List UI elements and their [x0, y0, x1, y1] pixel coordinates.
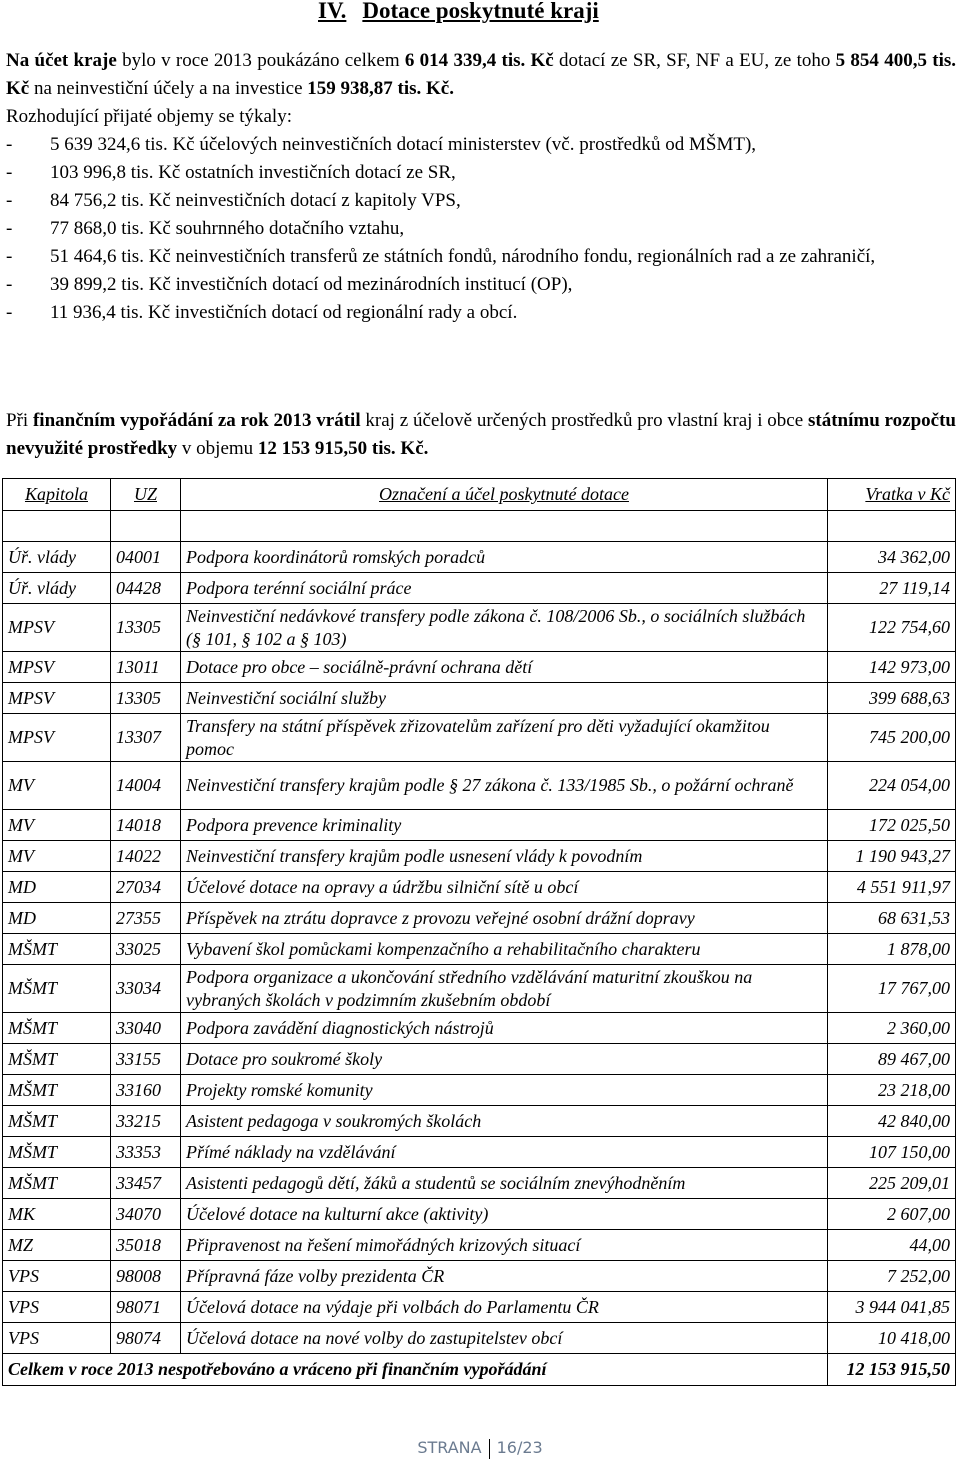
cell-uz: 98071	[111, 1292, 181, 1323]
cell-uz: 33215	[111, 1106, 181, 1137]
cell-purpose: Neinvestiční nedávkové transfery podle zákona č. 108/2006 Sb., o sociálních službách (§ 101, § 102 a § 103)	[181, 604, 828, 652]
footer-page-total: 23	[522, 1438, 543, 1457]
intro-section	[6, 47, 956, 327]
cell-purpose: Podpora zavádění diagnostických nástrojů	[181, 1013, 828, 1044]
cell-amount: 4 551 911,97	[828, 872, 956, 903]
cell-purpose: Účelová dotace na výdaje při volbách do Parlamentu ČR	[181, 1292, 828, 1323]
table-row	[3, 841, 956, 872]
header-kapitola: Kapitola	[3, 479, 111, 511]
grants-table	[2, 478, 956, 1386]
cell-uz: 14022	[111, 841, 181, 872]
table-row	[3, 714, 956, 762]
cell-kapitola: Úř. vlády	[3, 542, 111, 573]
cell-uz: 14004	[111, 762, 181, 810]
cell-uz: 13305	[111, 683, 181, 714]
total-label: Celkem v roce 2013 nespotřebováno a vráceno při finančním vypořádání	[3, 1354, 828, 1386]
text-run: v objemu	[177, 438, 258, 459]
cell-amount: 172 025,50	[828, 810, 956, 841]
text-run: 159 938,87 tis. Kč.	[307, 78, 454, 99]
text-run: kraj z účelově určených prostředků pro vlastní kraj i obce	[360, 410, 808, 431]
cell-uz: 33025	[111, 934, 181, 965]
cell-purpose: Účelové dotace na kulturní akce (aktivity)	[181, 1199, 828, 1230]
table-row	[3, 652, 956, 683]
footer-separator	[489, 1439, 490, 1459]
table-row	[3, 604, 956, 652]
cell-kapitola: VPS	[3, 1292, 111, 1323]
cell-kapitola: MZ	[3, 1230, 111, 1261]
cell-purpose: Podpora terénní sociální práce	[181, 573, 828, 604]
cell-purpose: Podpora koordinátorů romských poradců	[181, 542, 828, 573]
cell-kapitola: VPS	[3, 1261, 111, 1292]
cell-kapitola: MŠMT	[3, 1137, 111, 1168]
table-row	[3, 1199, 956, 1230]
list-item	[6, 159, 956, 187]
cell-purpose: Účelová dotace na nové volby do zastupitelstev obcí	[181, 1323, 828, 1354]
cell-amount: 224 054,00	[828, 762, 956, 810]
cell-purpose: Účelové dotace na opravy a údržbu silniční sítě u obcí	[181, 872, 828, 903]
section-number: IV.	[318, 0, 347, 23]
cell-uz: 13307	[111, 714, 181, 762]
cell-uz: 98074	[111, 1323, 181, 1354]
cell-kapitola: MV	[3, 810, 111, 841]
cell-amount: 107 150,00	[828, 1137, 956, 1168]
list-item-text: - 39 899,2 tis. Kč investičních dotací od mezinárodních institucí (OP),	[50, 274, 573, 295]
header-refund: Vratka v Kč	[828, 479, 956, 511]
total-amount: 12 153 915,50	[828, 1354, 956, 1386]
list-item-text: - 84 756,2 tis. Kč neinvestičních dotací z kapitoly VPS,	[50, 190, 461, 211]
header-purpose: Označení a účel poskytnuté dotace	[181, 479, 828, 511]
table-spacer-row	[3, 511, 956, 542]
refund-paragraph	[6, 407, 956, 463]
cell-kapitola: MPSV	[3, 652, 111, 683]
cell-amount: 42 840,00	[828, 1106, 956, 1137]
cell-amount: 89 467,00	[828, 1044, 956, 1075]
cell-amount: 1 878,00	[828, 934, 956, 965]
cell-amount: 399 688,63	[828, 683, 956, 714]
cell-purpose: Neinvestiční sociální služby	[181, 683, 828, 714]
list-item-text: - 5 639 324,6 tis. Kč účelových neinvestičních dotací ministerstev (vč. prostředků od MŠMT),	[50, 134, 757, 155]
table-row	[3, 762, 956, 810]
cell-purpose: Připravenost na řešení mimořádných krizových situací	[181, 1230, 828, 1261]
table-total-row	[3, 1354, 956, 1386]
table-row	[3, 810, 956, 841]
table-row	[3, 1044, 956, 1075]
table-row	[3, 872, 956, 903]
list-item	[6, 131, 956, 159]
cell-kapitola: MŠMT	[3, 1106, 111, 1137]
table-row	[3, 1261, 956, 1292]
section-title: Dotace poskytnuté kraji	[362, 0, 599, 23]
cell-uz: 33457	[111, 1168, 181, 1199]
cell-purpose: Vybavení škol pomůckami kompenzačního a rehabilitačního charakteru	[181, 934, 828, 965]
list-item	[6, 215, 956, 243]
table-row	[3, 903, 956, 934]
spacer-cell	[3, 511, 111, 542]
table-row	[3, 1013, 956, 1044]
cell-amount: 745 200,00	[828, 714, 956, 762]
table-row	[3, 1137, 956, 1168]
cell-purpose: Asistent pedagoga v soukromých školách	[181, 1106, 828, 1137]
cell-amount: 3 944 041,85	[828, 1292, 956, 1323]
list-item	[6, 299, 956, 327]
cell-uz: 04001	[111, 542, 181, 573]
cell-kapitola: MŠMT	[3, 934, 111, 965]
cell-uz: 33155	[111, 1044, 181, 1075]
cell-kapitola: MV	[3, 762, 111, 810]
cell-kapitola: MŠMT	[3, 1044, 111, 1075]
table-row	[3, 1323, 956, 1354]
table-row	[3, 573, 956, 604]
table-row	[3, 1075, 956, 1106]
table-row	[3, 542, 956, 573]
text-run: dotací ze SR, SF, NF a EU, ze toho	[553, 50, 836, 71]
cell-purpose: Dotace pro soukromé školy	[181, 1044, 828, 1075]
footer-label: STRANA	[417, 1438, 482, 1457]
cell-uz: 98008	[111, 1261, 181, 1292]
cell-uz: 33160	[111, 1075, 181, 1106]
cell-purpose: Podpora prevence kriminality	[181, 810, 828, 841]
cell-purpose: Asistenti pedagogů dětí, žáků a studentů se sociálním znevýhodněním	[181, 1168, 828, 1199]
text-run: bylo v roce 2013 poukázáno celkem	[116, 50, 405, 71]
cell-amount: 10 418,00	[828, 1323, 956, 1354]
text-run: finančním vypořádání za rok 2013 vrátil	[32, 410, 361, 431]
cell-purpose: Projekty romské komunity	[181, 1075, 828, 1106]
page-footer: STRANA 16/23	[417, 1438, 543, 1457]
cell-amount: 225 209,01	[828, 1168, 956, 1199]
cell-amount: 2 607,00	[828, 1199, 956, 1230]
cell-uz: 33040	[111, 1013, 181, 1044]
list-item-text: - 11 936,4 tis. Kč investičních dotací od regionální rady a obcí.	[50, 302, 518, 323]
table-row	[3, 1168, 956, 1199]
list-item-text: - 77 868,0 tis. Kč souhrnného dotačního vztahu,	[50, 218, 405, 239]
cell-uz: 27034	[111, 872, 181, 903]
list-item	[6, 243, 956, 271]
cell-amount: 7 252,00	[828, 1261, 956, 1292]
cell-purpose: Neinvestiční transfery krajům podle usnesení vlády k povodním	[181, 841, 828, 872]
text-run: Při	[6, 410, 33, 431]
cell-purpose: Přípravná fáze volby prezidenta ČR	[181, 1261, 828, 1292]
cell-kapitola: MD	[3, 903, 111, 934]
text-run: státnímu rozpočtu nevyužité prostředky	[6, 410, 956, 459]
spacer-cell	[111, 511, 181, 542]
cell-amount: 34 362,00	[828, 542, 956, 573]
cell-uz: 35018	[111, 1230, 181, 1261]
section-heading	[318, 0, 599, 24]
cell-uz: 27355	[111, 903, 181, 934]
cell-kapitola: Úř. vlády	[3, 573, 111, 604]
cell-uz: 04428	[111, 573, 181, 604]
table-row	[3, 1106, 956, 1137]
cell-amount: 68 631,53	[828, 903, 956, 934]
intro-paragraph	[6, 47, 956, 103]
cell-kapitola: MŠMT	[3, 1075, 111, 1106]
list-item	[6, 271, 956, 299]
cell-amount: 27 119,14	[828, 573, 956, 604]
cell-kapitola: MK	[3, 1199, 111, 1230]
cell-uz: 14018	[111, 810, 181, 841]
cell-kapitola: MPSV	[3, 604, 111, 652]
cell-amount: 122 754,60	[828, 604, 956, 652]
footer-page-number: 16	[496, 1438, 517, 1457]
cell-amount: 1 190 943,27	[828, 841, 956, 872]
intro-lead: Rozhodující přijaté objemy se týkaly:	[6, 106, 292, 127]
cell-amount: 2 360,00	[828, 1013, 956, 1044]
cell-kapitola: MD	[3, 872, 111, 903]
cell-amount: 17 767,00	[828, 965, 956, 1013]
cell-kapitola: MŠMT	[3, 1013, 111, 1044]
cell-kapitola: MŠMT	[3, 1168, 111, 1199]
cell-uz: 33034	[111, 965, 181, 1013]
header-uz: UZ	[111, 479, 181, 511]
spacer-cell	[828, 511, 956, 542]
cell-purpose: Přímé náklady na vzdělávání	[181, 1137, 828, 1168]
cell-amount: 142 973,00	[828, 652, 956, 683]
cell-uz: 13305	[111, 604, 181, 652]
cell-purpose: Dotace pro obce – sociálně-právní ochrana dětí	[181, 652, 828, 683]
table-body	[3, 511, 956, 1354]
text-run: na neinvestiční účely a na investice	[29, 78, 308, 99]
cell-amount: 23 218,00	[828, 1075, 956, 1106]
table-header-row	[3, 479, 956, 511]
table-row	[3, 965, 956, 1013]
table-row	[3, 1292, 956, 1323]
cell-kapitola: MŠMT	[3, 965, 111, 1013]
cell-purpose: Podpora organizace a ukončování středního vzdělávání maturitní zkouškou na vybraných školách v podzimním zkušebním období	[181, 965, 828, 1013]
text-run: Na účet kraje	[6, 50, 117, 71]
cell-kapitola: MPSV	[3, 714, 111, 762]
cell-uz: 13011	[111, 652, 181, 683]
list-item-text: - 103 996,8 tis. Kč ostatních investičních dotací ze SR,	[50, 162, 456, 183]
cell-kapitola: MPSV	[3, 683, 111, 714]
text-run: 6 014 339,4 tis. Kč	[404, 50, 554, 71]
cell-uz: 34070	[111, 1199, 181, 1230]
text-run: 12 153 915,50 tis. Kč.	[257, 438, 429, 459]
cell-kapitola: MV	[3, 841, 111, 872]
cell-uz: 33353	[111, 1137, 181, 1168]
list-item-text: - 51 464,6 tis. Kč neinvestičních transferů ze státních fondů, národního fondu, regionálních rad a ze zahraničí,	[50, 246, 876, 267]
table-row	[3, 1230, 956, 1261]
cell-purpose: Transfery na státní příspěvek zřizovatelům zařízení pro děti vyžadující okamžitou pomoc	[181, 714, 828, 762]
table-row	[3, 934, 956, 965]
spacer-cell	[181, 511, 828, 542]
cell-amount: 44,00	[828, 1230, 956, 1261]
text-run: 5 854 400,5 tis. Kč	[6, 50, 956, 99]
cell-kapitola: VPS	[3, 1323, 111, 1354]
list-item	[6, 187, 956, 215]
income-bullet-list	[6, 131, 956, 327]
cell-purpose: Neinvestiční transfery krajům podle § 27 zákona č. 133/1985 Sb., o požární ochraně	[181, 762, 828, 810]
table-row	[3, 683, 956, 714]
cell-purpose: Příspěvek na ztrátu dopravce z provozu veřejné osobní drážní dopravy	[181, 903, 828, 934]
